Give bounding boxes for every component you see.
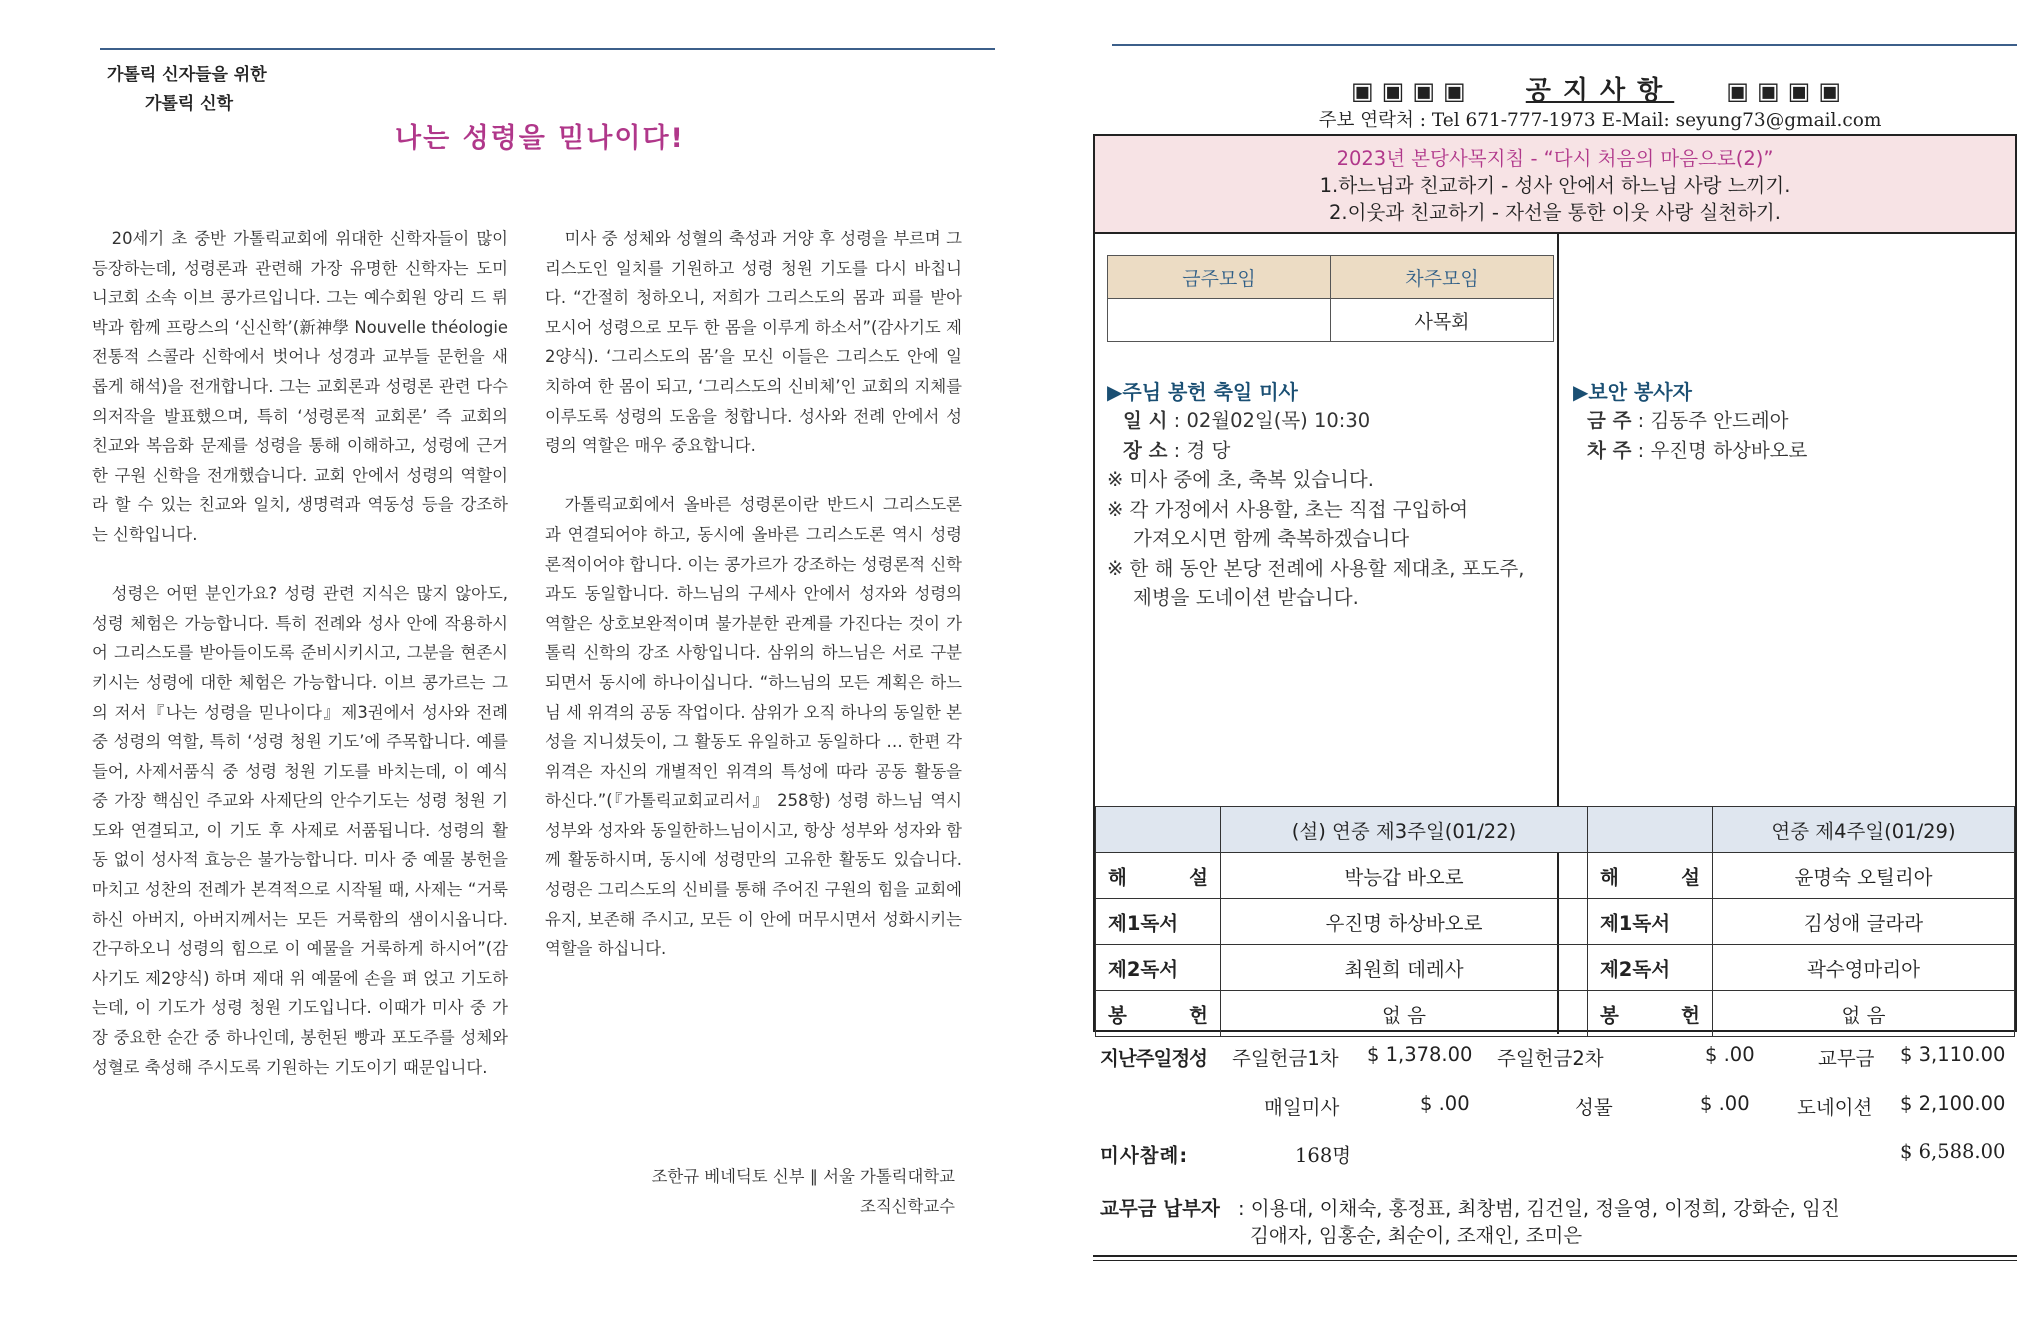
top-rule-left [100, 48, 995, 50]
mass-note2a: ※ 각 가정에서 사용할, 초는 직접 구입하여 [1107, 497, 1469, 521]
mass-note1: ※ 미사 중에 초, 축복 있습니다. [1107, 468, 1374, 491]
goods-value: $ .00 [1700, 1092, 1750, 1115]
this-week-meeting-header: 금주모임 [1108, 256, 1331, 299]
paragraph: 가톨릭교회에서 올바른 성령론이란 반드시 그리스도론과 연결되어야 하고, 동시에 올바른 그리스도론 역시 성령론적이어야 합니다. 이는 콩가르가 강조하는 성령론적 신학과도 동일합니다. 하느님의 구세사 안에서 성자와 성령의 역할은 상호보완적이며 불가분한 관계를 가진다는 것이 가톨릭 신학의 강조 사항입니다. 삼위의 하느님은 서로 구분되면서 동시에 하나이십니다. “하느님의 모든 계획은 하느님 세 위격의 공동 작업이다. 삼위가 오직 하나의 동일한 본성을 지니셨듯이, 그 활동도 유일하고 동일하다 … 한편 각 위격은 자신의 개별적인 위격의 특성에 따라 공동 활동을 하신다.”(『가톨릭교회교리서』 258항) 성령 하느님 역시 성부와 성자와 동일한하느님이시고, 항상 성부와 성자와 함께 활동하시며, 동시에 성령만의 고유한 활동도 있습니다. 성령은 그리스도의 신비를 통해 주어진 구원의 힘을 교회에 유지, 보존해 주시고, 모든 이 안에 머무시면서 성화시키는 역할을 하십니다. [545, 495, 962, 959]
security-details: 금 주 : 김동주 안드레아 차 주 : 우진명 하상바오로 [1587, 409, 1808, 462]
table-row [1096, 899, 2015, 945]
pastoral-directive [1095, 136, 2015, 234]
goods-label: 성물 [1575, 1096, 1613, 1119]
contact-line: 주보 연락처 : Tel 671-777-1973 E-Mail: seyung73@gmail.com [1318, 110, 1882, 131]
article-column-1 [92, 224, 508, 1082]
title-marks-right: ▣▣▣▣ [1726, 77, 1849, 105]
week1-title: (설) 연중 제3주일(01/22) [1221, 807, 1588, 853]
bottom-rule [1093, 1255, 2017, 1257]
next-week-meeting-header: 차주모임 [1331, 256, 1554, 299]
week1-person: 우진명 하상바오로 [1221, 899, 1588, 945]
notice-title [1100, 70, 2041, 107]
kicker-line2: 가톨릭 신학 [145, 94, 234, 114]
role-label: 봉 헌 [1587, 991, 1712, 1037]
role-label: 제2독서 [1587, 945, 1712, 991]
directive-line1: 2023년 본당사목지침 - “다시 처음의 마음으로(2)” [1336, 147, 1774, 170]
mass-note3a: ※ 한 해 동안 본당 전례에 사용할 제대초, 포도주, [1107, 556, 1525, 580]
total-value: $ 6,588.00 [1900, 1140, 2006, 1163]
next-week-meeting-value: 사목회 [1331, 299, 1554, 342]
table-row [1096, 945, 2015, 991]
donation-label: 도네이션 [1797, 1096, 1873, 1119]
this-week-meeting-value [1108, 299, 1331, 342]
donation-value: $ 2,100.00 [1900, 1092, 2006, 1115]
table-row [1096, 991, 2015, 1037]
payers-line1: : 이용대, 이채숙, 홍정표, 최창범, 김건일, 정을영, 이정희, 강화순, 임진 [1238, 1197, 1840, 1220]
kicker-line1: 가톨릭 신자들을 위한 [107, 65, 267, 85]
byline-line2: 조직신학교수 [860, 1197, 955, 1216]
mass-place-value: 경 당 [1186, 438, 1231, 462]
mass-note2b: 가져오시면 함께 축복하겠습니다 [1133, 527, 1410, 550]
mass-note3b: 제병을 도네이션 받습니다. [1133, 586, 1359, 609]
security-heading: ▶보안 봉사자 [1573, 380, 1692, 404]
security-this-value: 김동주 안드레아 [1650, 409, 1789, 432]
bottom-rule-thin [1093, 1260, 2017, 1261]
sunday2-label: 주일헌금2차 [1497, 1047, 1604, 1070]
week2-title: 연중 제4주일(01/29) [1712, 807, 2014, 853]
directive-line3: 2.이웃과 친교하기 - 자선을 통한 이웃 사랑 실천하기. [1329, 201, 1781, 224]
daily-mass-label: 매일미사 [1264, 1096, 1340, 1119]
notice-frame [1093, 134, 2017, 1032]
dues-value: $ 3,110.00 [1900, 1043, 2006, 1066]
mass-time-label: 일 시 [1123, 409, 1168, 432]
mass-details: 일 시 : 02월02일(목) 10:30 장 소 : 경 당 ※ 미사 중에 초, 축복 있습니다. ※ 각 가정에서 사용할, 초는 직접 구입하여 가져오시면 함께 축복하겠습니다 ※ 한 해 동안 본당 전례에 사용할 제대초, 포도주, 제병을 도네이션 받습니다. [1107, 406, 1524, 613]
sunday1-value: $ 1,378.00 [1367, 1043, 1473, 1066]
dues-label: 교무금 [1818, 1047, 1875, 1070]
week2-person: 없 음 [1712, 991, 2014, 1037]
sunday2-value: $ .00 [1705, 1043, 1755, 1066]
daily-mass-value: $ .00 [1420, 1092, 1470, 1115]
paragraph: 성령은 어떤 분인가요? 성령 관련 지식은 많지 않아도, 성령 체험은 가능합니다. 특히 전례와 성사 안에 작용하시어 그리스도를 받아들이도록 준비시키시고, 그분을 현존시키시는 성령에 대한 체험은 가능합니다. 이브 콩가르는 그의 저서『나는 성령을 믿나이다』제3권에서 성사와 전례 중 성령의 역할, 특히 ‘성령 청원 기도’에 주목합니다. 예를 들어, 사제서품식 중 성령 청원 기도를 바치는데, 이 예식 중 가장 핵심인 주교와 사제단의 안수기도는 성령 청원 기도와 연결되고, 이 기도 후 사제로 서품됩니다. 성령의 활동 없이 성사적 효능은 불가능합니다. 미사 중 예물 봉헌을 마치고 성찬의 전례가 본격적으로 시작될 때, 사제는 “거룩하신 아버지, 아버지께서는 모든 거룩함의 샘이시옵니다. 간구하오니 성령의 힘으로 이 예물을 거룩하게 하시어”(감사기도 제2양식) 하며 제대 위 예물에 손을 펴 얹고 기도하는데, 이 기도가 성령 청원 기도입니다. 이때가 미사 중 가장 중요한 순간 중 하나인데, 봉헌된 빵과 포도주를 성체와 성혈로 축성해 주시도록 기원하는 기도이기 때문입니다. [92, 584, 508, 1077]
payers-line2: 김애자, 임홍순, 최순이, 조재인, 조미은 [1250, 1224, 1583, 1247]
role-label: 해 설 [1587, 853, 1712, 899]
week1-person: 최원희 데레사 [1221, 945, 1588, 991]
top-rule-right [1112, 44, 2017, 46]
attendance-label: 미사참례: [1100, 1144, 1189, 1167]
meetings-table [1107, 255, 1554, 342]
table-row [1096, 853, 2015, 899]
paragraph: 미사 중 성체와 성혈의 축성과 거양 후 성령을 부르며 그리스도인 일치를 기원하고 성령 청원 기도를 다시 바칩니다. “간절히 청하오니, 저희가 그리스도의 몸과 피를 받아 모시어 성령으로 모두 한 몸을 이루게 하소서”(감사기도 제2양식). ‘그리스도의 몸’을 모신 이들은 그리스도 안에 일치하여 한 몸이 되고, ‘그리스도의 신비체’인 교회의 지체를 이루도록 성령의 도움을 청합니다. 성사와 전례 안에서 성령의 역할은 매우 중요합니다. [545, 229, 962, 456]
author-byline [545, 1162, 955, 1222]
directive-line2: 1.하느님과 친교하기 - 성사 안에서 하느님 사랑 느끼기. [1319, 174, 1791, 197]
role-label: 제1독서 [1096, 899, 1221, 945]
week1-person: 박능갑 바오로 [1221, 853, 1588, 899]
security-this-label: 금 주 [1587, 409, 1632, 432]
mass-heading: ▶주님 봉헌 축일 미사 [1107, 380, 1298, 404]
role-label: 해 설 [1096, 853, 1221, 899]
title-marks-left: ▣▣▣▣ [1351, 77, 1474, 105]
ministry-roster [1095, 806, 2015, 1037]
mass-place-label: 장 소 [1123, 438, 1168, 462]
byline-line1: 조한규 베네딕토 신부 ∥ 서울 가톨릭대학교 [651, 1167, 955, 1186]
sunday1-label: 주일헌금1차 [1232, 1047, 1339, 1070]
notice-title-text: 공지사항 [1525, 76, 1675, 106]
security-next-label: 차 주 [1587, 438, 1632, 462]
week2-person: 윤명숙 오틸리아 [1712, 853, 2014, 899]
payers-label: 교무금 납부자 [1100, 1197, 1220, 1220]
role-label: 봉 헌 [1096, 991, 1221, 1037]
week2-person: 김성애 글라라 [1712, 899, 2014, 945]
mass-time-value: 02월02일(목) 10:30 [1186, 409, 1371, 432]
article-headline: 나는 성령을 믿나이다! [395, 123, 685, 154]
role-label: 제1독서 [1587, 899, 1712, 945]
week1-person: 없 음 [1221, 991, 1588, 1037]
roster-header-row [1096, 807, 2015, 853]
week2-person: 곽수영마리아 [1712, 945, 2014, 991]
attendance-value: 168명 [1295, 1144, 1352, 1167]
paragraph: 20세기 초 중반 가톨릭교회에 위대한 신학자들이 많이 등장하는데, 성령론과 관련해 가장 유명한 신학자는 도미니코회 소속 이브 콩가르입니다. 그는 예수회원 앙리 드 뤼박과 함께 프랑스의 ‘신신학’(新神學 Nouvelle théologie 전통적 스콜라 신학에서 벗어나 성경과 교부들 문헌을 새롭게 해석)을 전개합니다. 그는 교회론과 성령론 관련 다수의저작을 발표했으며, 특히 ‘성령론적 교회론’ 즉 교회의 친교와 복음화 문제를 성령을 통해 이해하고, 성령에 근거한 구원 신학을 전개했습니다. 교회 안에서 성령의 역할이라 할 수 있는 친교와 일치, 생명력과 역동성 등을 강조하는 신학입니다. [92, 229, 508, 544]
security-next-value: 우진명 하상바오로 [1650, 438, 1808, 462]
offering-label: 지난주일정성 [1100, 1047, 1208, 1070]
article-column-2 [545, 224, 962, 964]
role-label: 제2독서 [1096, 945, 1221, 991]
